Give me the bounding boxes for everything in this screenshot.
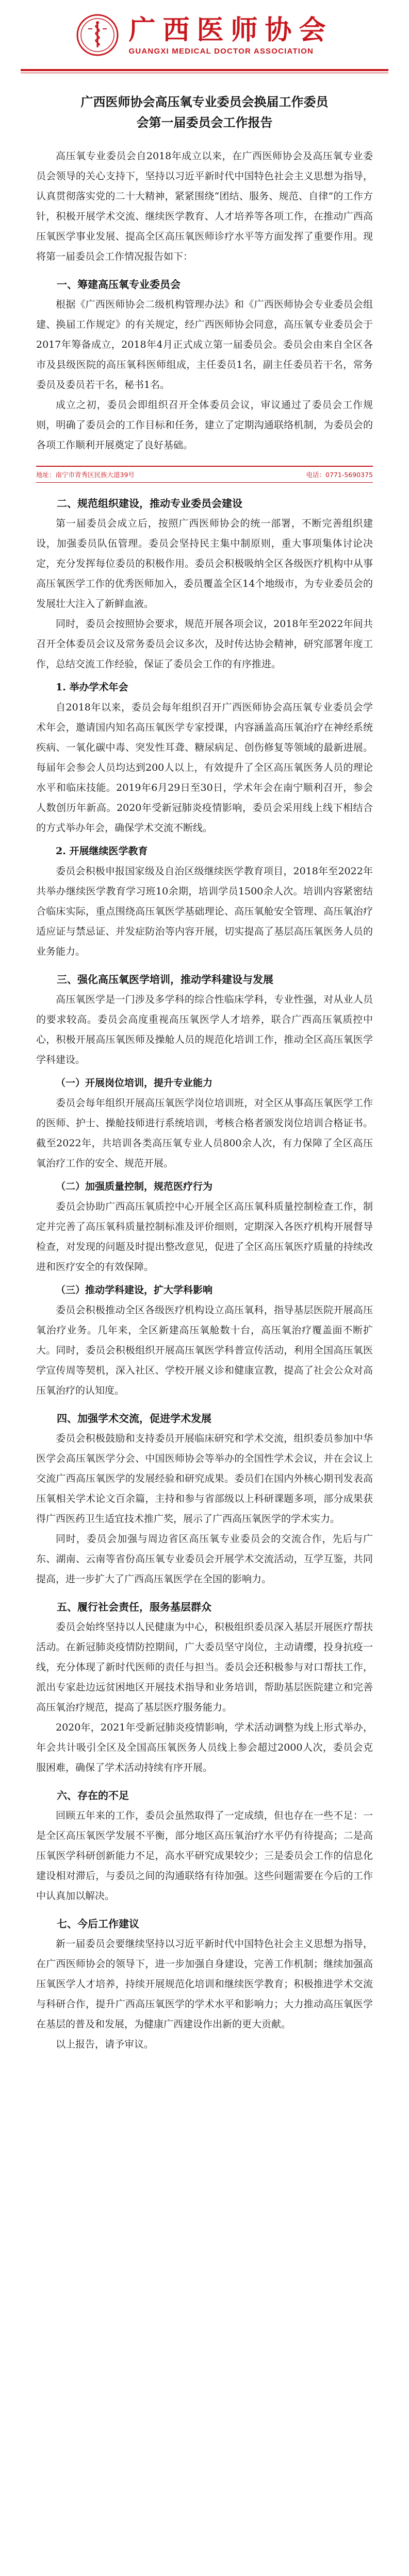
paragraph: 委员会始终坚持以人民健康为中心，积极组织委员深入基层开展医疗帮扶活动。在新冠肺炎疫情防控期间，广大委员坚守岗位，主动请缨，投身抗疫一线，充分体现了新时代医师的责任与担当。委员会还积极参与对口帮扶工作，派出专家赴边远贫困地区开展技术指导和业务培训，帮助基层医院建立和完善高压氧治疗规范，提高了基层医疗服务能力。 — [36, 1621, 373, 1713]
document-body — [0, 73, 409, 2075]
header-divider-thick — [21, 69, 388, 71]
paragraph: 委员会每年组织开展高压氧医学岗位培训班，对全区从事高压氧医学工作的医师、护士、操舱技师进行系统培训，考核合格者颁发岗位培训合格证书。截至2022年，共培训各类高压氧专业人员800余人次，有力保障了全区高压氧治疗工作的安全、规范开展。 — [36, 1097, 373, 1169]
subsection-heading: 1. 举办学术年会 — [56, 682, 128, 693]
paragraph: 同时，委员会加强与周边省区高压氧专业委员会的交流合作，先后与广东、湖南、云南等省份高压氧专业委员会开展学术交流活动，互学互鉴，共同提高，进一步扩大了广西高压氧医学在全国的影响力。 — [36, 1533, 373, 1585]
paragraph: 第一届委员会成立后，按照广西医师协会的统一部署，不断完善组织建设，加强委员队伍管理。委员会坚持民主集中制原则，重大事项集体讨论决定，充分发挥每位委员的积极作用。委员会积极吸纳全区各级医疗机构中从事高压氧医学工作的优秀医师加入，委员覆盖全区14个地级市，为专业委员会的发展壮大注入了新鲜血液。 — [36, 518, 373, 609]
paragraph: 同时，委员会按照协会要求，规范开展各项会议，2018年至2022年间共召开全体委员会议及常务委员会议多次，及时传达协会精神，研究部署年度工作，总结交流工作经验，保证了委员会工作的有序推进。 — [36, 618, 373, 670]
section-heading: 六、存在的不足 — [57, 1789, 129, 1802]
section-heading: 五、履行社会责任，服务基层群众 — [57, 1601, 211, 1613]
section-heading: 一、筹建高压氧专业委员会 — [57, 278, 181, 291]
section-heading: 七、今后工作建议 — [57, 1918, 139, 1930]
association-seal-icon — [76, 13, 119, 57]
org-name-cn: 广西医师协会 — [128, 14, 333, 46]
paragraph: 委员会协助广西高压氧质控中心开展全区高压氧科质量控制检查工作，制定并完善了高压氧科质量控制标准及评价细则，定期深入各医疗机构开展督导检查，对发现的问题及时提出整改意见，促进了全区高压氧医疗质量的持续改进和医疗安全的有效保障。 — [36, 1201, 373, 1273]
document-title-line-2: 会第一届委员会工作报告 — [136, 115, 273, 130]
section-heading: 四、加强学术交流，促进学术发展 — [57, 1412, 211, 1425]
subsection-heading: 2. 开展继续医学教育 — [56, 845, 148, 857]
paragraph: 回顾五年来的工作，委员会虽然取得了一定成绩，但也存在一些不足：一是全区高压氧医学发展不平衡，部分地区高压氧治疗水平仍有待提高；二是高压氧医学科研创新能力不足，高水平研究成果较少；三是委员会工作的信息化建设相对滞后，与委员之间的沟通联络有待加强。这些问题需要在今后的工作中认真加以解决。 — [36, 1810, 373, 1902]
paragraph: 成立之初，委员会即组织召开全体委员会议，审议通过了委员会工作规则，明确了委员会的工作目标和任务，建立了定期沟通联络机制，为委员会的各项工作顺利开展奠定了良好基础。 — [36, 399, 373, 451]
paragraph: 委员会积极鼓励和支持委员开展临床研究和学术交流，组织委员参加中华医学会高压氧医学分会、中国医师协会等举办的全国性学术会议，并在会议上交流广西高压氧医学的发展经验和研究成果。委员们在国内外核心期刊发表高压氧相关学术论文百余篇，主持和参与省部级以上科研课题多项，部分成果获得广西医药卫生适宜技术推广奖，展示了广西高压氧医学的学术实力。 — [36, 1433, 373, 1524]
paragraph: 高压氧专业委员会自2018年成立以来，在广西医师协会及高压氧专业委员会领导的关心支持下，坚持以习近平新时代中国特色社会主义思想为指导，认真贯彻落实党的二十大精神，紧紧围绕“团结、服务、规范、自律”的工作方针，积极开展学术交流、继续医学教育、人才培养等各项工作，在推动广西高压氧医学事业发展、提高全区高压氧医师诊疗水平等方面发挥了重要作用。现将第一届委员会工作情况报告如下： — [36, 150, 373, 262]
document-title-line-1: 广西医师协会高压氧专业委员会换届工作委员 — [80, 94, 329, 109]
paragraph: 根据《广西医师协会二级机构管理办法》和《广西医师协会专业委员会组建、换届工作规定》的有关规定，经广西医师协会同意，高压氧专业委员会于2017年筹备成立，2018年4月正式成立第一届委员会。委员会由来自全区各市及县级医院的高压氧科医师组成，主任委员1名，副主任委员若干名，常务委员及委员若干名，秘书1名。 — [36, 299, 373, 391]
paragraph: 委员会积极申报国家级及自治区级继续医学教育项目，2018年至2022年共举办继续医学教育学习班10余期，培训学员1500余人次。培训内容紧密结合临床实际，重点围绕高压氧医学基础理论、高压氧舱安全管理、高压氧治疗适应证与禁忌证、并发症防治等内容开展，切实提高了基层高压氧医务人员的业务能力。 — [36, 866, 373, 957]
address-text: 地址：南宁市青秀区民族大道39号 — [36, 471, 135, 479]
paragraph: 2020年，2021年受新冠肺炎疫情影响，学术活动调整为线上形式举办，年会共计吸引全区及全国高压氧医务人员线上参会超过2000人次，委员会克服困难，确保了学术活动持续有序开展。 — [36, 1722, 373, 1773]
subsection-heading: （二）加强质量控制，规范医疗行为 — [56, 1181, 213, 1192]
paragraph: 新一届委员会要继续坚持以习近平新时代中国特色社会主义思想为指导，在广西医师协会的领导下，进一步加强自身建设，完善工作机制；继续加强高压氧医学人才培养，持续开展规范化培训和继续医学教育；积极推进学术交流与科研合作，提升广西高压氧医学的学术水平和影响力；大力推动高压氧医学在基层的普及和发展，为健康广西建设作出新的更大贡献。 — [36, 1938, 373, 2030]
paragraph: 委员会积极推动全区各级医疗机构设立高压氧科，指导基层医院开展高压氧治疗业务。几年来，全区新建高压氧舱数十台，高压氧治疗覆盖面不断扩大。同时，委员会积极组织开展高压氧医学科普宣传活动，利用全国高压氧医学宣传周等契机，深入社区、学校开展义诊和健康宣教，提高了社会公众对高压氧治疗的认知度。 — [36, 1304, 373, 1396]
paragraph: 高压氧医学是一门涉及多学科的综合性临床学科，专业性强，对从业人员的要求较高。委员会高度重视高压氧医学人才培养，联合广西高压氧质控中心，积极开展高压氧医师及操舱人员的规范化培训工作，推动全区高压氧医学学科建设。 — [36, 994, 373, 1065]
paragraph: 自2018年以来，委员会每年组织召开广西医师协会高压氧专业委员会学术年会，邀请国内知名高压氧医学专家授课，内容涵盖高压氧治疗在神经系统疾病、一氧化碳中毒、突发性耳聋、糖尿病足、创伤修复等领域的最新进展。每届年会参会人员均达到200人以上，有效提升了全区高压氧医务人员的理论水平和临床技能。2019年6月29日至30日，学术年会在南宁顺利召开，参会人数创历年新高。2020年受新冠肺炎疫情影响，委员会采用线上线下相结合的方式举办年会，确保学术交流不断线。 — [36, 702, 373, 834]
org-name-en: GUANGXI MEDICAL DOCTOR ASSOCIATION — [128, 46, 314, 56]
paragraph: 以上报告，请予审议。 — [56, 2039, 154, 2050]
phone-text: 电话：0771-5690375 — [306, 471, 373, 479]
letterhead — [0, 0, 409, 66]
section-heading: 三、强化高压氧医学培训，推动学科建设与发展 — [57, 973, 273, 986]
subsection-heading: （一）开展岗位培训，提升专业能力 — [56, 1077, 213, 1089]
subsection-heading: （三）推动学科建设，扩大学科影响 — [56, 1284, 213, 1296]
section-heading: 二、规范组织建设，推动专业委员会建设 — [57, 497, 242, 510]
address-band — [36, 466, 373, 483]
